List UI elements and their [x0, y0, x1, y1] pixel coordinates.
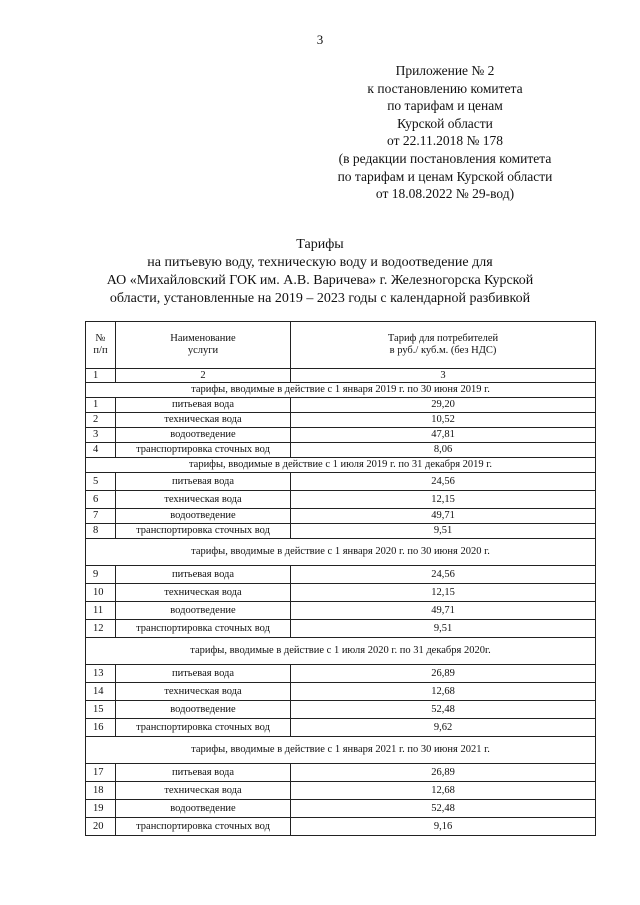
tariff-value: 49,71 [291, 509, 596, 524]
service-name: транспортировка сточных вод [116, 620, 291, 638]
row-number: 12 [86, 620, 116, 638]
tariff-value: 12,68 [291, 782, 596, 800]
title-line: АО «Михайловский ГОК им. А.В. Варичева» г. Железногорска Курской [106, 273, 534, 288]
table-row [86, 413, 596, 428]
table-row [86, 719, 596, 737]
tariff-value: 49,71 [291, 602, 596, 620]
row-number: 17 [86, 764, 116, 782]
table-row [86, 443, 596, 458]
tariff-value: 8,06 [291, 443, 596, 458]
table-row [86, 782, 596, 800]
appendix-line: Приложение № 2 [395, 63, 495, 78]
table-row [86, 584, 596, 602]
row-number: 5 [86, 473, 116, 491]
row-number: 16 [86, 719, 116, 737]
table-row [86, 524, 596, 539]
service-name: водоотведение [116, 800, 291, 818]
service-name: питьевая вода [116, 764, 291, 782]
table-row [86, 764, 596, 782]
title-heading: Тарифы [296, 237, 344, 252]
column-index-row [86, 369, 596, 383]
row-number: 10 [86, 584, 116, 602]
section-header-row [86, 458, 596, 473]
tariff-value: 10,52 [291, 413, 596, 428]
table-row [86, 665, 596, 683]
tariff-value: 26,89 [291, 764, 596, 782]
table-header-row [86, 322, 596, 369]
tariff-value: 47,81 [291, 428, 596, 443]
tariff-value: 9,51 [291, 620, 596, 638]
service-name: транспортировка сточных вод [116, 719, 291, 737]
tariff-value: 12,15 [291, 491, 596, 509]
tariff-value: 52,48 [291, 701, 596, 719]
service-name: техническая вода [116, 491, 291, 509]
service-name: техническая вода [116, 413, 291, 428]
table-row [86, 566, 596, 584]
row-number: 13 [86, 665, 116, 683]
header-num: № п/п [86, 322, 116, 369]
row-number: 8 [86, 524, 116, 539]
table-row [86, 683, 596, 701]
section-title: тарифы, вводимые в действие с 1 июля 2019 г. по 31 декабря 2019 г. [86, 458, 596, 473]
page-number: 3 [316, 32, 324, 47]
section-title: тарифы, вводимые в действие с 1 января 2020 г. по 30 июня 2020 г. [86, 539, 596, 566]
table-row [86, 602, 596, 620]
appendix-line: от 18.08.2022 № 29-вод) [375, 186, 515, 202]
tariff-value: 12,15 [291, 584, 596, 602]
table-row [86, 800, 596, 818]
title-line: на питьевую воду, техническую воду и водоотведение для [147, 255, 493, 270]
row-number: 1 [86, 398, 116, 413]
appendix-line: (в редакции постановления комитета [338, 150, 552, 166]
appendix-line: по тарифам и ценам [387, 98, 503, 114]
table-row [86, 509, 596, 524]
service-name: водоотведение [116, 428, 291, 443]
service-name: водоотведение [116, 509, 291, 524]
section-title: тарифы, вводимые в действие с 1 января 2019 г. по 30 июня 2019 г. [86, 383, 596, 398]
table-row [86, 818, 596, 836]
table-row [86, 398, 596, 413]
service-name: техническая вода [116, 683, 291, 701]
section-title: тарифы, вводимые в действие с 1 июля 2020 г. по 31 декабря 2020г. [86, 638, 596, 665]
service-name: питьевая вода [116, 665, 291, 683]
table-row [86, 701, 596, 719]
service-name: водоотведение [116, 701, 291, 719]
section-title: тарифы, вводимые в действие с 1 января 2021 г. по 30 июня 2021 г. [86, 737, 596, 764]
row-number: 7 [86, 509, 116, 524]
section-header-row [86, 539, 596, 566]
table-row [86, 620, 596, 638]
header-service: Наименование услуги [116, 322, 291, 369]
tariff-value: 9,16 [291, 818, 596, 836]
section-header-row [86, 737, 596, 764]
appendix-line: по тарифам и ценам Курской области [337, 168, 553, 184]
row-number: 2 [86, 413, 116, 428]
service-name: техническая вода [116, 782, 291, 800]
row-number: 6 [86, 491, 116, 509]
table-row [86, 491, 596, 509]
service-name: транспортировка сточных вод [116, 443, 291, 458]
service-name: техническая вода [116, 584, 291, 602]
appendix-line: к постановлению комитета [367, 80, 523, 96]
table-row [86, 473, 596, 491]
column-index: 1 [86, 369, 116, 383]
row-number: 4 [86, 443, 116, 458]
column-index: 2 [116, 369, 291, 383]
service-name: транспортировка сточных вод [116, 524, 291, 539]
tariff-value: 24,56 [291, 473, 596, 491]
tariff-value: 52,48 [291, 800, 596, 818]
document-title [80, 236, 560, 308]
tariff-value: 24,56 [291, 566, 596, 584]
appendix-line: Курской области [397, 115, 493, 131]
row-number: 15 [86, 701, 116, 719]
row-number: 11 [86, 602, 116, 620]
header-tariff: Тариф для потребителей в руб./ куб.м. (без НДС) [291, 322, 596, 369]
section-header-row [86, 638, 596, 665]
appendix-block [300, 62, 590, 203]
tariff-value: 12,68 [291, 683, 596, 701]
service-name: питьевая вода [116, 566, 291, 584]
table-row [86, 428, 596, 443]
service-name: питьевая вода [116, 473, 291, 491]
service-name: питьевая вода [116, 398, 291, 413]
row-number: 19 [86, 800, 116, 818]
tariff-table [85, 321, 596, 836]
row-number: 14 [86, 683, 116, 701]
service-name: водоотведение [116, 602, 291, 620]
row-number: 18 [86, 782, 116, 800]
tariff-value: 29,20 [291, 398, 596, 413]
appendix-line: от 22.11.2018 № 178 [387, 133, 503, 149]
column-index: 3 [291, 369, 596, 383]
section-header-row [86, 383, 596, 398]
tariff-value: 26,89 [291, 665, 596, 683]
service-name: транспортировка сточных вод [116, 818, 291, 836]
title-line: области, установленные на 2019 – 2023 годы с календарной разбивкой [109, 291, 531, 306]
row-number: 9 [86, 566, 116, 584]
tariff-value: 9,62 [291, 719, 596, 737]
tariff-value: 9,51 [291, 524, 596, 539]
row-number: 20 [86, 818, 116, 836]
row-number: 3 [86, 428, 116, 443]
